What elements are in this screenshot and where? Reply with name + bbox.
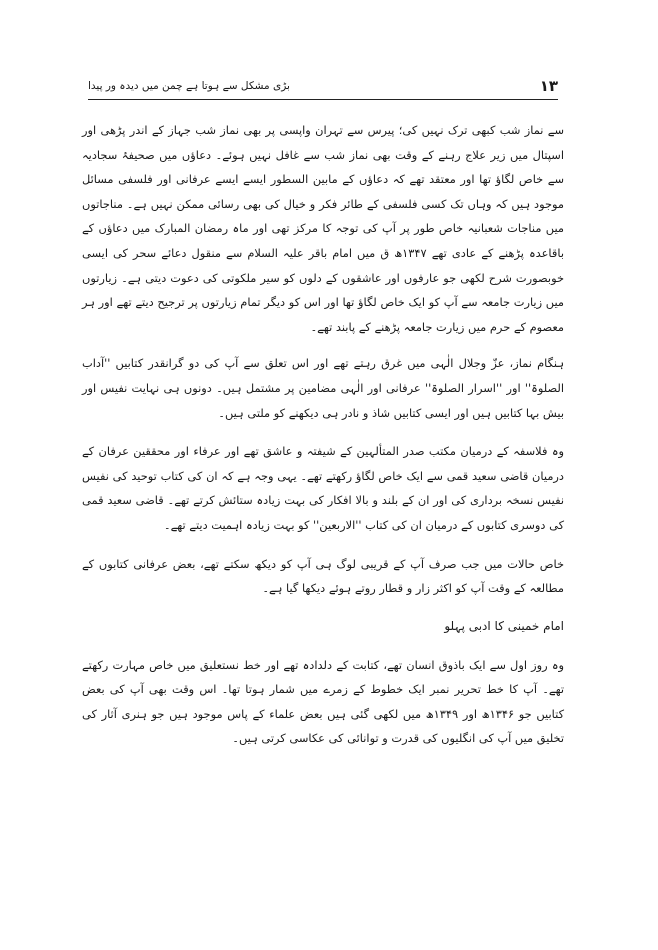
header-rule — [88, 99, 558, 100]
page-body — [82, 118, 564, 765]
section-heading: امام خمینی کا ادبی پہلو — [444, 618, 564, 633]
paragraph-calligraphy: وہ روز اول سے ایک باذوق انسان تھے، کتابت کے دلدادہ تھے اور خط نستعلیق میں خاص مہارت رکھتے تھے۔ آپ کا خط تحریر نمبر ایک خطوط کے زمرے میں شمار ہوتا تھا۔ اس وقت بھی آپ کی بعض کتابیں جو ۱۳۴۶ھ اور ۱۳۴۹ھ میں لکھی گئی ہیں بعض علماء کے پاس موجود ہیں جو ہنری آثار کی تخلیق میں آپ کی انگلیوں کی قدرت و توانائی کی عکاسی کرتی ہیں۔ — [82, 657, 564, 746]
running-header — [88, 76, 558, 98]
paragraph-mystic-books: خاص حالات میں جب صرف آپ کے قریبی لوگ ہی آپ کو دیکھ سکتے تھے، بعض عرفانی کتابوں کے مطالعہ کے وقت آپ کو اکثر زار و قطار روتے ہوئے دیکھا گیا ہے۔ — [82, 556, 564, 596]
paragraph-night-prayer: سے نماز شب کبھی ترک نہیں کی؛ پیرس سے تہران واپسی پر بھی نماز شب جہاز کے اندر پڑھی اور اسپتال میں زیر علاج رہنے کے وقت بھی نماز شب سے غافل نہیں ہوئے۔ دعاؤں میں صحیفۂ سجادیہ سے خاص لگاؤ تھا اور معتقد تھے کہ دعاؤں کے مابین السطور ایسے ایسے عرفانی اور فلسفی مسائل موجود ہیں کہ وہاں تک کسی فلسفی کے طائر فکر و خیال کی بھی رسائی ممکن نہیں ہے۔ مناجاتوں میں مناجات شعبانیہ خاص طور پر آپ کی توجہ کا مرکز تھی اور ماہ رمضان المبارک میں دعاؤں کے باقاعدہ پڑھنے کے عادی تھے ۱۳۴۷ھ ق میں امام باقر علیہ السلام سے منقول دعائے سحر کی ایسی خوبصورت شرح لکھی جو عارفوں اور عاشقوں کے دلوں کو سیر ملکوتی کی دعوت دیتی ہے۔ زیارتوں میں زیارت جامعہ سے آپ کو ایک خاص لگاؤ تھا اور اس کو دیگر تمام زیارتوں پر ترجیح دیتے تھے اور ہر معصوم کے حرم میں زیارت جامعہ پڑھنے کے پابند تھے۔ — [82, 123, 564, 334]
paragraph-philosophers: وہ فلاسفہ کے درمیان مکتب صدر المتألہین کے شیفتہ و عاشق تھے اور عرفاء اور محققین عرفان کے درمیان قاضی سعید قمی سے ایک خاص لگاؤ رکھتے تھے۔ یہی وجہ ہے کہ ان کی کتاب توحید کی نفیس نفیس نسخہ برداری کی اور ان کے بلند و بالا افکار کی بہت زیادہ ستائش کرتے تھے۔ قاضی سعید قمی کی دوسری کتابوں کے درمیان ان کی کتاب ''الاربعین'' کو بہت زیادہ اہمیت دیتے تھے۔ — [82, 444, 564, 532]
running-title: بڑی مشکل سے ہوتا ہے چمن میں دیدہ ور پیدا — [88, 80, 290, 92]
paragraph-prayer-books: ہنگام نماز، عزّ وجلال الٰہی میں غرق رہتے تھے اور اس تعلق سے آپ کی دو گرانقدر کتابیں ''آداب الصلوۃ'' اور ''اسرار الصلوۃ'' عرفانی اور الٰہی مضامین پر مشتمل ہیں۔ دونوں ہی نہایت نفیس اور بیش بہا کتابیں ہیں اور ایسی کتابیں شاذ و نادر ہی دیکھنے کو ملتی ہیں۔ — [82, 356, 564, 420]
page-number: ۱۳ — [539, 77, 558, 95]
